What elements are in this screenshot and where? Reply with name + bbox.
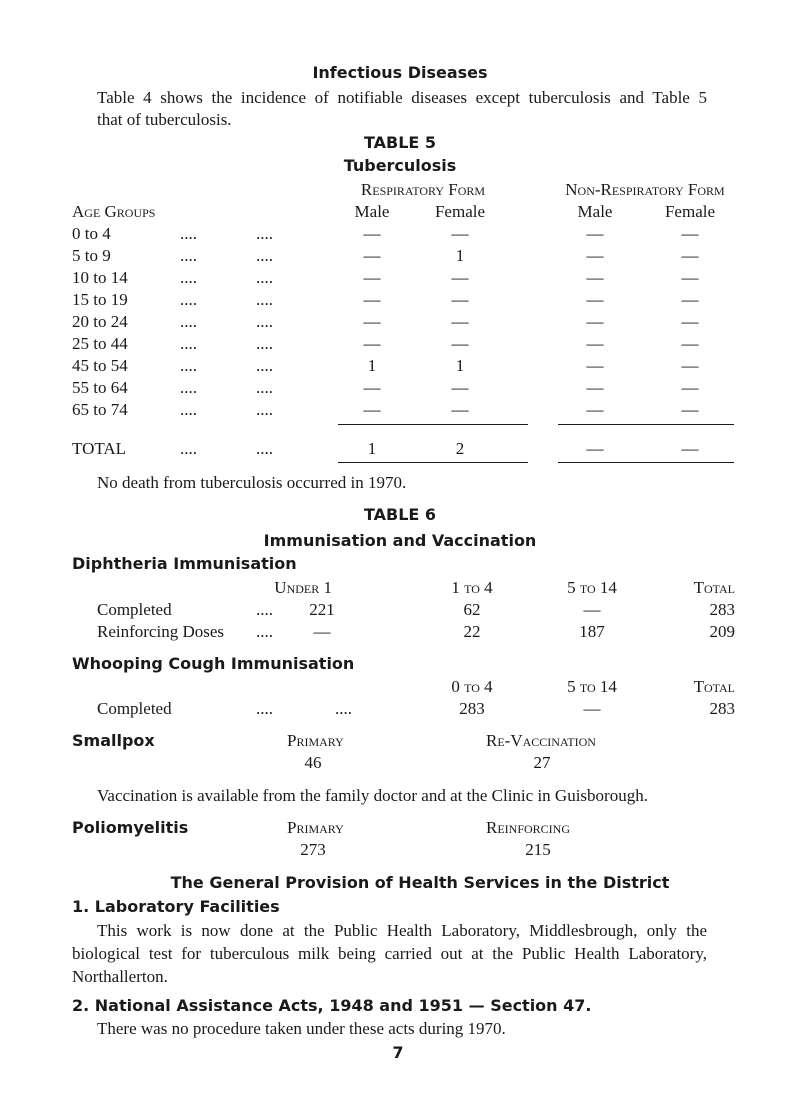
table5-cell: —: [451, 290, 469, 309]
whooping-col-total: Total: [693, 677, 735, 696]
table5-cell: —: [681, 224, 699, 243]
table5-total-rule-top-right: [558, 424, 734, 425]
table5-group-non-respiratory: Non-Respiratory Form: [565, 180, 725, 199]
leader-dots: ....: [180, 334, 197, 353]
general-provision-heading: The General Provision of Health Services in the District: [170, 873, 670, 892]
vaccination-note: Vaccination is available from the family doctor and at the Clinic in Guisborough.: [97, 786, 648, 805]
whooping-col-0to4: 0 to 4: [451, 677, 493, 696]
whooping-col-5to14: 5 to 14: [567, 677, 617, 696]
table5-cell: —: [363, 246, 381, 265]
table5-cell: —: [681, 356, 699, 375]
table5-cell: —: [363, 268, 381, 287]
table5-cell: —: [451, 378, 469, 397]
leader-dots: ....: [256, 699, 273, 718]
diphtheria-cell: —: [313, 622, 331, 641]
table5-col-resp-female: Female: [434, 202, 486, 221]
diphtheria-cell: 62: [463, 600, 481, 619]
table5-age-cell: 15 to 19: [72, 290, 128, 309]
diphtheria-cell: 22: [463, 622, 481, 641]
table5-cell: —: [363, 334, 381, 353]
leader-dots: ....: [256, 378, 273, 397]
leader-dots: ....: [256, 312, 273, 331]
smallpox-primary-label: Primary: [287, 731, 344, 750]
table5-cell: —: [681, 290, 699, 309]
laboratory-facilities-heading: 1. Laboratory Facilities: [72, 897, 280, 916]
table5-cell: —: [586, 268, 604, 287]
table5-col-nonresp-male: Male: [577, 202, 613, 221]
leader-dots: ....: [180, 290, 197, 309]
table5-cell: —: [586, 246, 604, 265]
table5-age-cell: 65 to 74: [72, 400, 128, 419]
table5-cell: 1: [455, 246, 465, 265]
table5-title: Tuberculosis: [343, 156, 457, 175]
diphtheria-row-label: Completed: [97, 600, 172, 619]
table5-group-respiratory: Respiratory Form: [360, 180, 486, 199]
diphtheria-heading: Diphtheria Immunisation: [72, 554, 297, 573]
table5-label: TABLE 5: [363, 133, 437, 152]
leader-dots: ....: [256, 224, 273, 243]
table5-total-cell: 1: [367, 439, 377, 458]
page-number: 7: [392, 1043, 404, 1062]
leader-dots: ....: [256, 246, 273, 265]
table5-cell: —: [586, 224, 604, 243]
poliomyelitis-heading: Poliomyelitis: [72, 818, 189, 837]
table5-age-cell: 0 to 4: [72, 224, 111, 243]
table5-age-cell: 10 to 14: [72, 268, 128, 287]
polio-reinforcing-value: 215: [525, 840, 551, 859]
table5-cell: —: [586, 334, 604, 353]
leader-dots: ....: [180, 400, 197, 419]
leader-dots: ....: [335, 699, 352, 718]
table5-col-resp-male: Male: [354, 202, 390, 221]
national-assistance-heading: 2. National Assistance Acts, 1948 and 1951 — Section 47.: [72, 996, 592, 1015]
diphtheria-col-under1: Under 1: [274, 578, 332, 597]
table5-total-rule-bottom-left: [338, 462, 528, 463]
leader-dots: ....: [256, 268, 273, 287]
leader-dots: ....: [180, 356, 197, 375]
diphtheria-cell: —: [583, 600, 601, 619]
diphtheria-col-1to4: 1 to 4: [451, 578, 493, 597]
table5-cell: 1: [367, 356, 377, 375]
table5-cell: —: [586, 290, 604, 309]
whooping-cell: 283: [459, 699, 485, 718]
table5-cell: —: [363, 290, 381, 309]
table5-cell: —: [451, 334, 469, 353]
whooping-row-label: Completed: [97, 699, 172, 718]
table5-cell: 1: [455, 356, 465, 375]
smallpox-heading: Smallpox: [72, 731, 155, 750]
table5-cell: —: [586, 312, 604, 331]
leader-dots: ....: [180, 378, 197, 397]
diphtheria-cell: 187: [579, 622, 605, 641]
intro-text-line-2: that of tuberculosis.: [97, 110, 232, 129]
laboratory-facilities-text-line-3: Northallerton.: [72, 967, 168, 986]
leader-dots: ....: [180, 312, 197, 331]
leader-dots: ....: [180, 224, 197, 243]
leader-dots: ....: [256, 290, 273, 309]
table5-age-cell: 25 to 44: [72, 334, 128, 353]
table5-cell: —: [586, 378, 604, 397]
table6-label: TABLE 6: [363, 505, 437, 524]
table5-cell: —: [681, 334, 699, 353]
table5-cell: —: [681, 246, 699, 265]
polio-primary-label: Primary: [287, 818, 344, 837]
laboratory-facilities-text-line-2: biological test for tuberculous milk being carried out at the Public Health Laboratory,: [72, 944, 707, 963]
smallpox-revaccination-value: 27: [533, 753, 551, 772]
table5-age-groups-header: Age Groups: [72, 202, 156, 221]
table5-total-rule-top-left: [338, 424, 528, 425]
whooping-cell: —: [583, 699, 601, 718]
table5-cell: —: [363, 312, 381, 331]
table5-cell: —: [451, 312, 469, 331]
table5-cell: —: [451, 224, 469, 243]
table5-cell: —: [363, 378, 381, 397]
table5-cell: —: [451, 268, 469, 287]
table5-total-cell: —: [586, 439, 604, 458]
table5-cell: —: [681, 400, 699, 419]
table5-total-cell: —: [681, 439, 699, 458]
leader-dots: ....: [180, 246, 197, 265]
polio-reinforcing-label: Reinforcing: [486, 818, 571, 837]
leader-dots: ....: [256, 400, 273, 419]
leader-dots: ....: [180, 268, 197, 287]
laboratory-facilities-text-line-1: This work is now done at the Public Health Laboratory, Middlesbrough, only the: [97, 921, 707, 940]
table5-cell: —: [451, 400, 469, 419]
national-assistance-text: There was no procedure taken under these acts during 1970.: [97, 1019, 506, 1038]
table5-cell: —: [586, 400, 604, 419]
smallpox-revaccination-label: Re-Vaccination: [486, 731, 596, 750]
table5-age-cell: 20 to 24: [72, 312, 128, 331]
diphtheria-cell: 283: [709, 600, 735, 619]
table5-cell: —: [681, 378, 699, 397]
table5-total-label: TOTAL: [72, 439, 127, 458]
leader-dots: ....: [256, 356, 273, 375]
smallpox-primary-value: 46: [304, 753, 322, 772]
table5-age-cell: 45 to 54: [72, 356, 128, 375]
leader-dots: ....: [180, 439, 197, 458]
diphtheria-cell: 209: [709, 622, 735, 641]
table5-cell: —: [681, 268, 699, 287]
intro-text-line-1: Table 4 shows the incidence of notifiable diseases except tuberculosis and Table 5: [97, 88, 707, 107]
table5-col-nonresp-female: Female: [664, 202, 716, 221]
diphtheria-col-5to14: 5 to 14: [567, 578, 617, 597]
table5-cell: —: [363, 224, 381, 243]
table6-title: Immunisation and Vaccination: [263, 531, 537, 550]
leader-dots: ....: [256, 334, 273, 353]
whooping-cell: 283: [709, 699, 735, 718]
table5-total-rule-bottom-right: [558, 462, 734, 463]
leader-dots: ....: [256, 600, 273, 619]
polio-primary-value: 273: [300, 840, 326, 859]
table5-age-cell: 5 to 9: [72, 246, 111, 265]
table5-age-cell: 55 to 64: [72, 378, 128, 397]
leader-dots: ....: [256, 622, 273, 641]
table5-cell: —: [586, 356, 604, 375]
table5-cell: —: [363, 400, 381, 419]
leader-dots: ....: [256, 439, 273, 458]
diphtheria-row-label: Reinforcing Doses: [97, 622, 225, 641]
whooping-cough-heading: Whooping Cough Immunisation: [72, 654, 355, 673]
tuberculosis-death-note: No death from tuberculosis occurred in 1970.: [97, 473, 407, 492]
table5-total-cell: 2: [455, 439, 465, 458]
table5-cell: —: [681, 312, 699, 331]
page-title: Infectious Diseases: [312, 63, 488, 82]
diphtheria-cell: 221: [309, 600, 335, 619]
diphtheria-col-total: Total: [693, 578, 735, 597]
